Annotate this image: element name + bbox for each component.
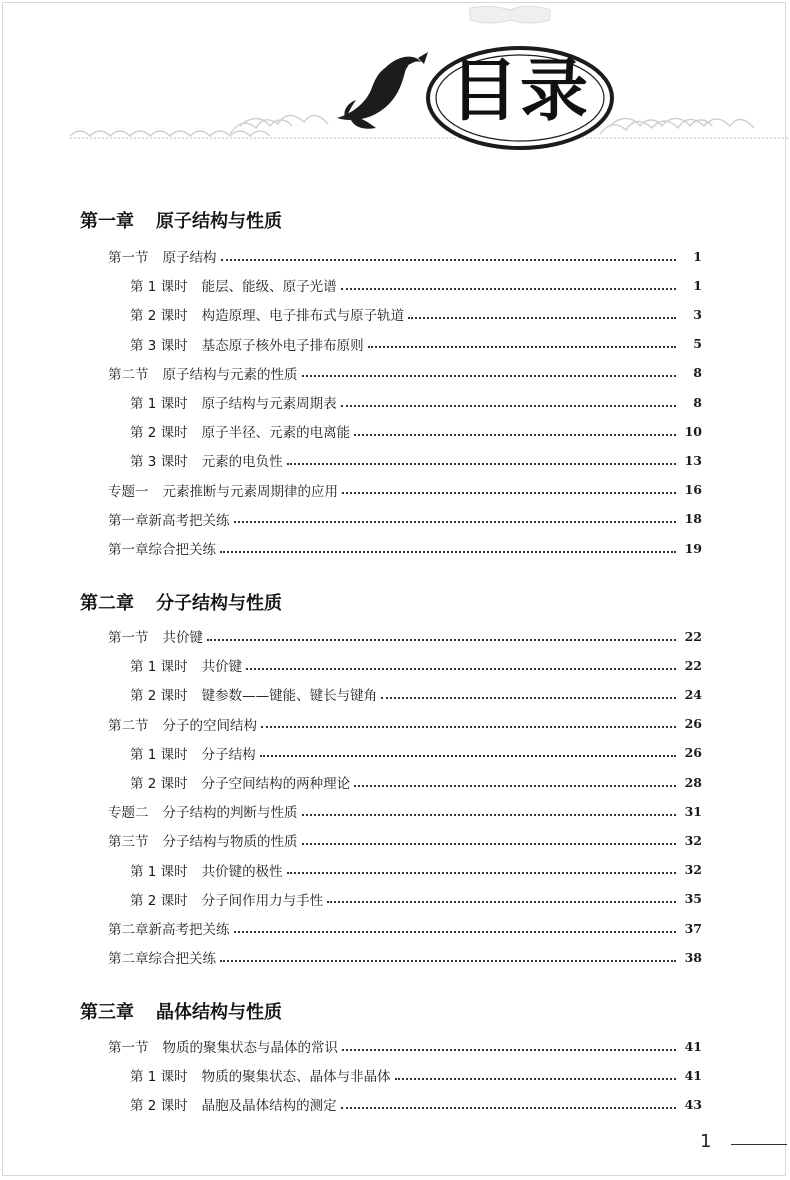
toc-entry-label — [130, 1065, 391, 1085]
toc-entry-label — [108, 801, 298, 821]
dot-leader — [234, 930, 677, 933]
toc-entry-number: 第 1 课时 — [130, 396, 188, 412]
toc-entry-page: 28 — [684, 774, 702, 790]
toc-entry-title: 物质的聚集状态与晶体的常识 — [162, 1040, 338, 1056]
toc-entry-page: 32 — [684, 832, 702, 848]
toc-entry-label — [108, 509, 230, 529]
toc-entry-page: 19 — [684, 540, 702, 556]
toc-entry-title: 共价键 — [201, 659, 243, 676]
toc-entry-number: 第 2 课时 — [130, 892, 188, 909]
dot-leader — [302, 842, 677, 845]
toc-entry[interactable] — [130, 772, 702, 792]
toc-entry[interactable] — [130, 743, 702, 763]
toc-entry-label — [108, 480, 338, 500]
toc-entry-label — [108, 538, 216, 558]
toc-entry-number: 第 2 课时 — [130, 776, 188, 792]
toc-entry[interactable] — [108, 626, 702, 646]
toc-entry-number: 第一节 — [108, 1040, 149, 1056]
chapter-title: 分子结构与性质 — [156, 593, 282, 614]
toc-entry-number: 第 3 课时 — [130, 454, 188, 471]
toc-entry-page: 22 — [684, 657, 702, 673]
dot-leader — [341, 404, 676, 407]
toc-entry-label — [130, 304, 404, 324]
chapter-label: 第一章 — [80, 211, 134, 232]
toc-entry-page: 26 — [684, 716, 702, 732]
toc-entry-number: 第 3 课时 — [130, 337, 188, 354]
dot-leader — [342, 491, 676, 494]
toc-entry-title: 分子结构与物质的性质 — [162, 834, 298, 851]
dot-leader — [287, 871, 676, 874]
toc-entry-label — [108, 363, 298, 383]
dot-leader — [354, 433, 676, 436]
toc-entry-page: 3 — [693, 306, 702, 322]
toc-entry-number: 第 1 课时 — [130, 659, 188, 676]
toc-entry-label — [130, 772, 350, 792]
toc-entry-number: 第 2 课时 — [130, 1098, 188, 1115]
dot-leader — [246, 667, 676, 670]
toc-entry-label — [108, 626, 203, 646]
toc-entry[interactable] — [130, 889, 702, 909]
toc-entry[interactable] — [108, 801, 702, 822]
toc-entry[interactable] — [130, 275, 702, 296]
toc-entry-label — [130, 743, 256, 763]
page-number-rule — [731, 1144, 787, 1145]
toc-entry-page: 26 — [684, 745, 702, 761]
toc-entry-title: 元素的电负性 — [201, 454, 283, 471]
dot-leader — [395, 1077, 676, 1080]
toc-entry-number: 第 1 课时 — [130, 863, 188, 880]
toc-entry-number: 第二节 — [108, 717, 149, 734]
dot-leader — [260, 754, 676, 757]
toc-entry-title: 基态原子核外电子排布原则 — [201, 337, 364, 354]
toc-entry-label — [108, 1036, 338, 1056]
toc-entry[interactable] — [108, 363, 702, 383]
toc-entry[interactable] — [130, 1065, 702, 1086]
toc-entry-title: 原子结构与元素周期表 — [201, 396, 337, 412]
dot-leader — [302, 813, 677, 816]
toc-entry-page: 32 — [684, 862, 702, 878]
toc-entry-label — [108, 246, 217, 266]
toc-entry-label — [130, 392, 337, 412]
chapter-heading — [80, 207, 282, 233]
toc-entry-label — [108, 947, 216, 967]
page-number: 1 — [700, 1131, 712, 1152]
toc-entry-page: 41 — [684, 1038, 702, 1054]
dot-leader — [302, 374, 677, 377]
toc-entry-number: 第三节 — [108, 834, 149, 851]
toc-entry-number: 第 2 课时 — [130, 688, 188, 705]
dot-leader — [368, 345, 676, 348]
toc-entry-title: 分子结构的判断与性质 — [162, 805, 298, 822]
toc-entry-page: 1 — [693, 277, 702, 293]
toc-entry-title: 晶胞及晶体结构的测定 — [201, 1098, 337, 1115]
toc-entry-title: 第二章新高考把关练 — [108, 922, 230, 938]
toc-entry-page: 31 — [684, 803, 702, 819]
toc-entry-page: 18 — [684, 511, 702, 527]
toc-entry-label — [108, 714, 257, 734]
toc-entry-number: 第 2 课时 — [130, 308, 188, 325]
toc-entry-title: 分子结构 — [201, 746, 256, 763]
toc-entry-label — [130, 655, 242, 675]
toc-entry-label — [130, 889, 323, 909]
toc-entry-title: 分子空间结构的两种理论 — [201, 776, 351, 792]
toc-entry[interactable] — [130, 304, 702, 325]
toc-entry-number: 第二节 — [108, 366, 149, 383]
dot-leader — [220, 550, 676, 553]
toc-entry-page: 22 — [684, 628, 702, 644]
toc-entry-page: 5 — [693, 336, 702, 352]
toc-entry[interactable] — [108, 947, 702, 968]
toc-entry-title: 元素推断与元素周期律的应用 — [162, 483, 338, 500]
toc-entry-title: 能层、能级、原子光谱 — [201, 279, 337, 296]
toc-entry-page: 8 — [693, 394, 702, 410]
toc-entry[interactable] — [130, 860, 702, 880]
toc-entry[interactable] — [108, 538, 702, 558]
toc-entry-page: 35 — [684, 891, 702, 907]
toc-entry-title: 原子结构与元素的性质 — [162, 366, 298, 383]
toc-entry[interactable] — [130, 684, 702, 705]
chapter-title: 晶体结构与性质 — [156, 1002, 282, 1023]
chapter-label: 第二章 — [80, 593, 134, 614]
dot-leader — [342, 1048, 676, 1051]
toc-entry-number: 第 1 课时 — [130, 1069, 188, 1086]
toc-entry-title: 第一章综合把关练 — [108, 542, 216, 558]
toc-entry-page: 38 — [684, 949, 702, 965]
toc-entry[interactable] — [130, 334, 702, 354]
toc-entry-title: 第二章综合把关练 — [108, 951, 216, 968]
toc-entry-page: 41 — [684, 1067, 702, 1083]
dot-leader — [341, 287, 676, 290]
chapter-heading — [80, 998, 282, 1024]
toc-entry-number: 专题二 — [108, 805, 149, 822]
dot-leader — [354, 784, 676, 787]
toc-entry[interactable] — [108, 830, 702, 851]
toc-entry[interactable] — [130, 450, 702, 471]
toc-entry-number: 第 1 课时 — [130, 746, 188, 763]
toc-entry-page: 16 — [684, 482, 702, 498]
toc-entry-number: 第一节 — [108, 630, 149, 646]
toc-entry-label — [130, 450, 283, 470]
toc-entry-number: 第一节 — [108, 250, 149, 266]
toc-entry-title: 原子结构 — [162, 250, 217, 266]
toc-entry-title: 分子间作用力与手性 — [201, 892, 324, 909]
toc-entry-label — [130, 275, 337, 295]
toc-entry-number: 第 1 课时 — [130, 279, 188, 296]
toc-entry-page: 10 — [684, 423, 702, 439]
chapter-title: 原子结构与性质 — [156, 211, 282, 232]
toc-entry[interactable] — [130, 392, 702, 412]
toc-entry-title: 物质的聚集状态、晶体与非晶体 — [201, 1069, 391, 1086]
toc-entry-page: 43 — [684, 1096, 702, 1112]
dot-leader — [221, 258, 677, 261]
toc-entry-number: 专题一 — [108, 483, 149, 500]
toc-entry-label — [130, 684, 377, 704]
toc-entry[interactable] — [130, 655, 702, 676]
toc-entry-title: 构造原理、电子排布式与原子轨道 — [201, 308, 405, 325]
toc-entry-number: 第 2 课时 — [130, 425, 188, 442]
chapter-label: 第三章 — [80, 1002, 134, 1023]
toc-entry-label — [130, 1094, 337, 1114]
toc-entry[interactable] — [108, 918, 702, 938]
toc-entry[interactable] — [108, 714, 702, 734]
toc-entry-page: 24 — [684, 686, 702, 702]
toc-entry-page: 37 — [684, 920, 702, 936]
toc-entry[interactable] — [130, 1094, 702, 1115]
toc-title: 目录 — [450, 52, 591, 131]
toc-entry-title: 共价键的极性 — [201, 863, 283, 880]
dot-leader — [341, 1106, 676, 1109]
toc-entry-page: 1 — [693, 248, 702, 264]
dot-leader — [220, 959, 676, 962]
dot-leader — [207, 638, 676, 641]
toc-entry-title: 共价键 — [162, 630, 203, 646]
dot-leader — [287, 462, 676, 465]
toc-entry-page: 8 — [693, 365, 702, 381]
toc-entry-title: 第一章新高考把关练 — [108, 512, 230, 529]
chapter-heading — [80, 589, 282, 615]
toc-entry[interactable] — [108, 480, 702, 500]
dot-leader — [381, 696, 676, 699]
toc-entry[interactable] — [130, 421, 702, 442]
toc-entry-label — [130, 860, 283, 880]
toc-entry-title: 原子半径、元素的电离能 — [201, 425, 351, 442]
toc-entry[interactable] — [108, 509, 702, 529]
dot-leader — [261, 725, 676, 728]
toc-entry-title: 键参数——键能、键长与键角 — [201, 688, 378, 705]
toc-entry[interactable] — [108, 246, 702, 266]
toc-entry[interactable] — [108, 1036, 702, 1056]
dot-leader — [408, 316, 676, 319]
toc-entry-page: 13 — [684, 452, 702, 468]
toc-entry-title: 分子的空间结构 — [162, 717, 257, 734]
dot-leader — [327, 900, 676, 903]
toc-entry-label — [130, 421, 350, 441]
toc-entry-label — [130, 334, 364, 354]
dot-leader — [234, 520, 677, 523]
toc-entry-label — [108, 830, 298, 850]
toc-entry-label — [108, 918, 230, 938]
